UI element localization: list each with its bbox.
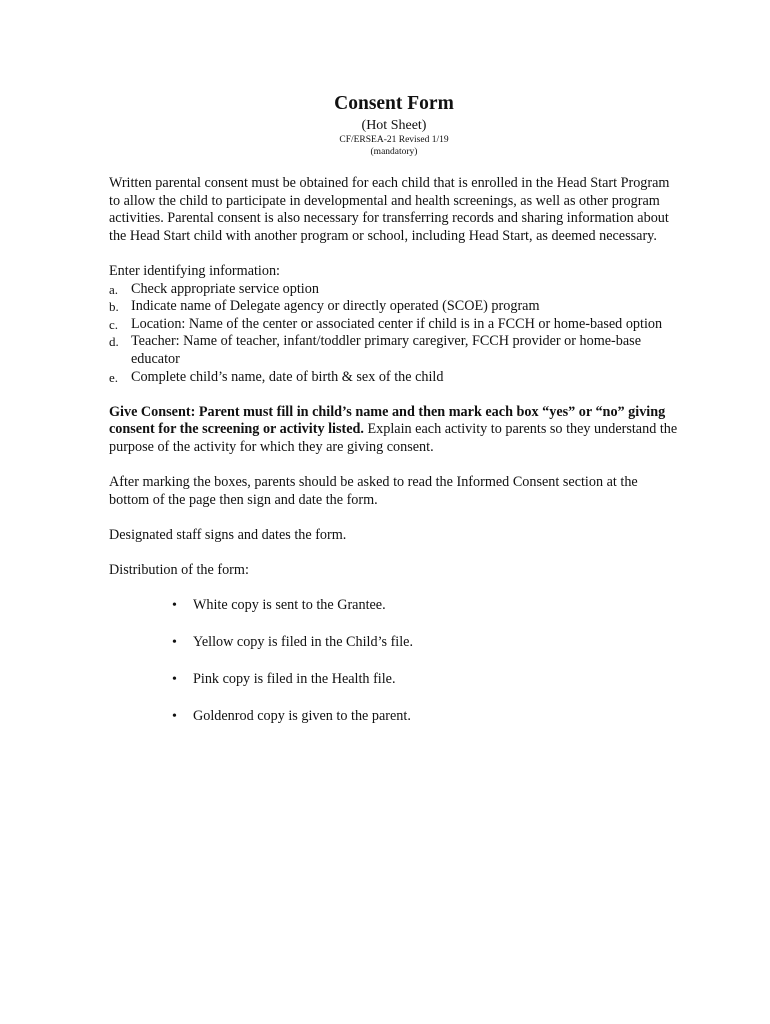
distribution-heading: Distribution of the form: [109,562,249,579]
list-item [109,369,681,387]
list-item [109,333,681,368]
intro-paragraph: Written parental consent must be obtained for each child that is enrolled in the Head Start Program to allow the child to participate in developmental and health screenings, as well as other program activities. Parental consent is also necessary for transferring records and sharing information about the Head Start child with another program or school, including Head Start, as deemed necessary. [109,175,670,244]
bullet-icon: • [172,635,177,651]
list-item-text: Complete child’s name, date of birth & sex of the child [131,368,444,385]
list-item-text: Indicate name of Delegate agency or directly operated (SCOE) program [131,298,540,315]
form-header [0,92,770,158]
give-consent-paragraph [109,404,681,457]
list-item [109,671,681,708]
list-marker: a. [109,281,119,297]
give-consent-text: Explain each activity to parents so they understand the purpose of the activity for which they are giving consent. [109,421,678,455]
identifying-heading: Enter identifying information: [109,262,280,279]
list-marker: d. [109,334,119,350]
list-marker: e. [109,369,119,385]
list-item-text: Goldenrod copy is given to the parent. [193,708,411,725]
list-item [109,316,681,334]
list-item [109,634,681,671]
list-item-text: Teacher: Name of teacher, infant/toddler primary caregiver, FCCH provider or home-base educator [131,333,641,367]
form-subtitle: (Hot Sheet) [361,118,427,133]
bullet-icon: • [172,672,177,688]
bullet-icon: • [172,709,177,725]
list-item-text: Location: Name of the center or associated center if child is in a FCCH or home-based option [131,315,663,332]
distribution-list [109,597,681,745]
form-instructions [109,175,681,745]
bullet-icon: • [172,598,177,614]
list-item-text: White copy is sent to the Grantee. [193,597,386,614]
list-item-text: Pink copy is filed in the Health file. [193,671,396,688]
give-consent-bold: Give Consent: Parent must fill in child’s name and then mark each box “yes” or “no” giving consent for the screening or activity listed. [109,403,666,438]
after-marking-paragraph: After marking the boxes, parents should be asked to read the Informed Consent section at the bottom of the page then sign and date the form. [109,474,638,508]
list-marker: b. [109,299,119,315]
list-marker: c. [109,316,119,332]
identifying-steps [109,281,681,387]
list-item [109,597,681,634]
list-item [109,298,681,316]
form-mandatory-note: (mandatory) [370,147,418,157]
staff-paragraph: Designated staff signs and dates the form. [109,526,347,543]
list-item-text: Yellow copy is filed in the Child’s file. [193,634,414,651]
list-item-text: Check appropriate service option [131,280,319,297]
list-item [109,708,681,745]
list-item [109,281,681,299]
form-title: Consent Form [334,93,454,114]
form-code: CF/ERSEA-21 Revised 1/19 [339,135,449,145]
